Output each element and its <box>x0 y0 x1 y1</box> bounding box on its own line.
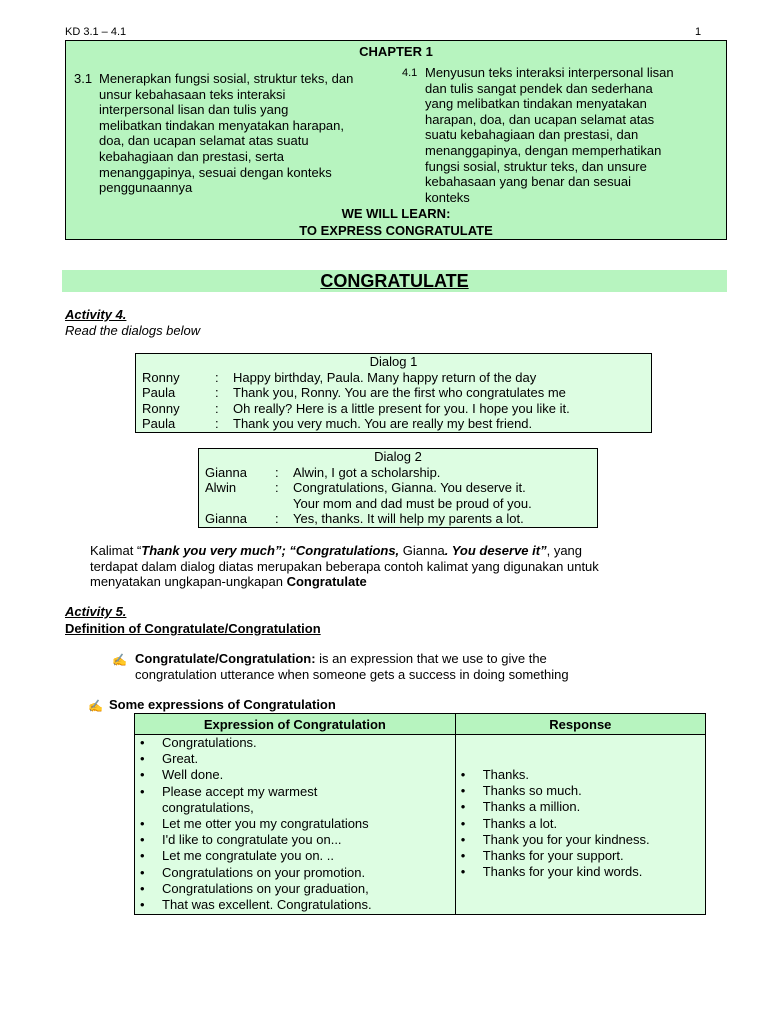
title-bar <box>62 270 727 292</box>
speaker: Ronny <box>142 400 180 416</box>
speaker: Alwin <box>205 480 237 496</box>
chapter-box <box>65 40 727 240</box>
page-title: CONGRATULATE <box>320 271 469 291</box>
speaker: Paula <box>142 385 176 401</box>
list-item: • Thanks for your support. <box>456 848 705 864</box>
list-item: • Please accept my warmest congratulations, <box>135 784 385 816</box>
kd-4-1-line: fungsi sosial, struktur teks, dan unsure <box>425 158 647 174</box>
kd-4-1-line: yang melibatkan tindakan menyatakan <box>425 96 647 112</box>
kd-3-1-line: kebahagiaan dan prestasi, serta <box>99 148 285 164</box>
dialog-text: Thank you, Ronny. You are the first who congratulates me <box>233 385 566 401</box>
writing-hand-icon: ✍ <box>112 653 127 667</box>
list-item: • Thanks a lot. <box>456 816 705 832</box>
dialog-line <box>199 511 597 527</box>
definition-line-1 <box>135 651 715 667</box>
list-item: • Thanks so much. <box>456 783 705 799</box>
dialog-line <box>136 370 651 386</box>
colon: : <box>215 369 219 385</box>
dialog-line <box>199 496 597 512</box>
list-item: • Thanks a million. <box>456 799 705 815</box>
explanation-line-3 <box>90 574 710 590</box>
kd-4-1-line: dan tulis sangat pendek dan sederhana <box>425 80 653 96</box>
activity-4-label: Activity 4. <box>65 307 127 322</box>
list-item: • Thanks for your kind words. <box>456 864 705 880</box>
dialog-text: Thank you very much. You are really my best friend. <box>233 416 533 432</box>
learn-topic: TO EXPRESS CONGRATULATE <box>299 223 493 238</box>
colon: : <box>275 464 279 480</box>
column-header: Expression of Congratulation <box>135 714 456 735</box>
list-item: • That was excellent. Congratulations. <box>135 897 385 913</box>
activity-4-instruction: Read the dialogs below <box>65 323 201 338</box>
text-part: is an expression that we use to give the <box>315 651 547 666</box>
list-item: • Thanks. <box>456 767 705 783</box>
responses-cell <box>455 735 705 915</box>
quoted-expression: Thank you very much”; “Congratulations, <box>141 543 400 558</box>
kd-4-1-text <box>425 65 725 205</box>
list-item: • Let me congratulate you on. .. <box>135 848 385 864</box>
explanation-line-1 <box>90 543 710 559</box>
kd-3-1-number: 3.1 <box>74 71 93 86</box>
speaker: Gianna <box>205 464 247 480</box>
kd-4-1-line: konteks <box>425 189 470 205</box>
expressions-heading: Some expressions of Congratulation <box>109 697 336 712</box>
kd-4-1-line: Menyusun teks interaksi interpersonal lisan <box>425 65 674 80</box>
colon: : <box>215 416 219 432</box>
page-number: 1 <box>695 26 702 38</box>
dialog-line <box>199 480 597 496</box>
explanation-line-2: terdapat dalam dialog diatas merupakan beberapa contoh kalimat yang digunakan untuk <box>90 558 599 574</box>
explanation-paragraph <box>90 543 710 590</box>
list-item: • Let me otter you my congratulations <box>135 816 385 832</box>
responses-list <box>456 735 705 880</box>
speaker: Paula <box>142 416 176 432</box>
dialog-text: Your mom and dad must be proud of you. <box>293 495 532 511</box>
speaker: Gianna <box>205 511 247 527</box>
activity-5-label: Activity 5. <box>65 604 127 619</box>
kd-4-1-line: harapan, doa, dan ucapan selamat atas <box>425 111 655 127</box>
table-row <box>135 735 706 915</box>
kd-3-1-text <box>99 71 389 196</box>
table-header-row <box>135 714 706 735</box>
kd-4-1-line: menanggapinya, dengan memperhatikan <box>425 142 662 158</box>
definition-text <box>135 651 715 682</box>
learn-heading: WE WILL LEARN: <box>341 206 451 221</box>
dialog-text: Alwin, I got a scholarship. <box>293 464 441 480</box>
dialog-2-box <box>198 448 598 528</box>
dialog-text: Congratulations, Gianna. You deserve it. <box>293 480 526 496</box>
dialog-1-box <box>135 353 652 433</box>
quoted-expression: . You deserve it” <box>444 543 547 558</box>
list-item: • Well done. <box>135 767 385 783</box>
kd-3-1-line: Menerapkan fungsi sosial, struktur teks, dan <box>99 71 354 86</box>
dialog-line <box>136 385 651 401</box>
expressions-cell <box>135 735 456 915</box>
text-part: Gianna <box>399 543 445 558</box>
dialog-text: Yes, thanks. It will help my parents a lot. <box>293 511 524 527</box>
page-code: KD 3.1 – 4.1 <box>65 26 127 38</box>
kd-4-1-line: kebahasaan yang benar dan sesuai <box>425 174 631 190</box>
kd-3-1-line: interpersonal lisan dan tulis yang <box>99 102 289 118</box>
list-item: • Congratulations on your graduation, <box>135 881 385 897</box>
list-item: • Thank you for your kindness. <box>456 832 705 848</box>
list-item: • I'd like to congratulate you on... <box>135 832 385 848</box>
dialog-text: Oh really? Here is a little present for you. I hope you like it. <box>233 400 570 416</box>
dialog-1-title: Dialog 1 <box>369 354 418 369</box>
list-item: • Congratulations on your promotion. <box>135 865 385 881</box>
kd-3-1-line: penggunaannya <box>99 180 193 196</box>
expressions-table <box>134 713 706 915</box>
writing-hand-icon: ✍ <box>88 699 103 713</box>
kd-3-1-line: unsur kebahasaan teks interaksi <box>99 86 286 102</box>
chapter-title: CHAPTER 1 <box>359 44 433 59</box>
text-part: Kalimat “ <box>90 543 142 558</box>
kd-3-1-line: melibatkan tindakan menyatakan harapan, <box>99 117 344 133</box>
kd-4-1-number: 4.1 <box>402 67 418 79</box>
list-item: • Congratulations. <box>135 735 385 751</box>
kd-3-1-line: menanggapinya, sesuai dengan konteks <box>99 164 332 180</box>
list-item: • Great. <box>135 751 385 767</box>
dialog-line <box>199 465 597 481</box>
definition-heading: Definition of Congratulate/Congratulation <box>65 621 321 636</box>
colon: : <box>215 400 219 416</box>
dialog-text: Happy birthday, Paula. Many happy return of the day <box>233 369 537 385</box>
text-part: , yang <box>546 543 583 558</box>
colon: : <box>275 511 279 527</box>
expressions-list <box>135 735 385 913</box>
column-header: Response <box>455 714 705 735</box>
speaker: Ronny <box>142 369 180 385</box>
kd-4-1-line: suatu kebahagiaan dan prestasi, dan <box>425 127 639 143</box>
colon: : <box>275 480 279 496</box>
bold-term: Congratulate <box>286 574 367 590</box>
kd-3-1-line: doa, dan ucapan selamat atas suatu <box>99 133 309 149</box>
definition-line-2: congratulation utterance when someone gets a success in doing something <box>135 666 569 682</box>
dialog-2-title: Dialog 2 <box>374 449 422 464</box>
definition-term: Congratulate/Congratulation: <box>135 651 316 666</box>
dialog-line <box>136 401 651 417</box>
text-part: menyatakan ungkapan-ungkapan <box>90 574 287 590</box>
colon: : <box>215 385 219 401</box>
dialog-line <box>136 416 651 432</box>
